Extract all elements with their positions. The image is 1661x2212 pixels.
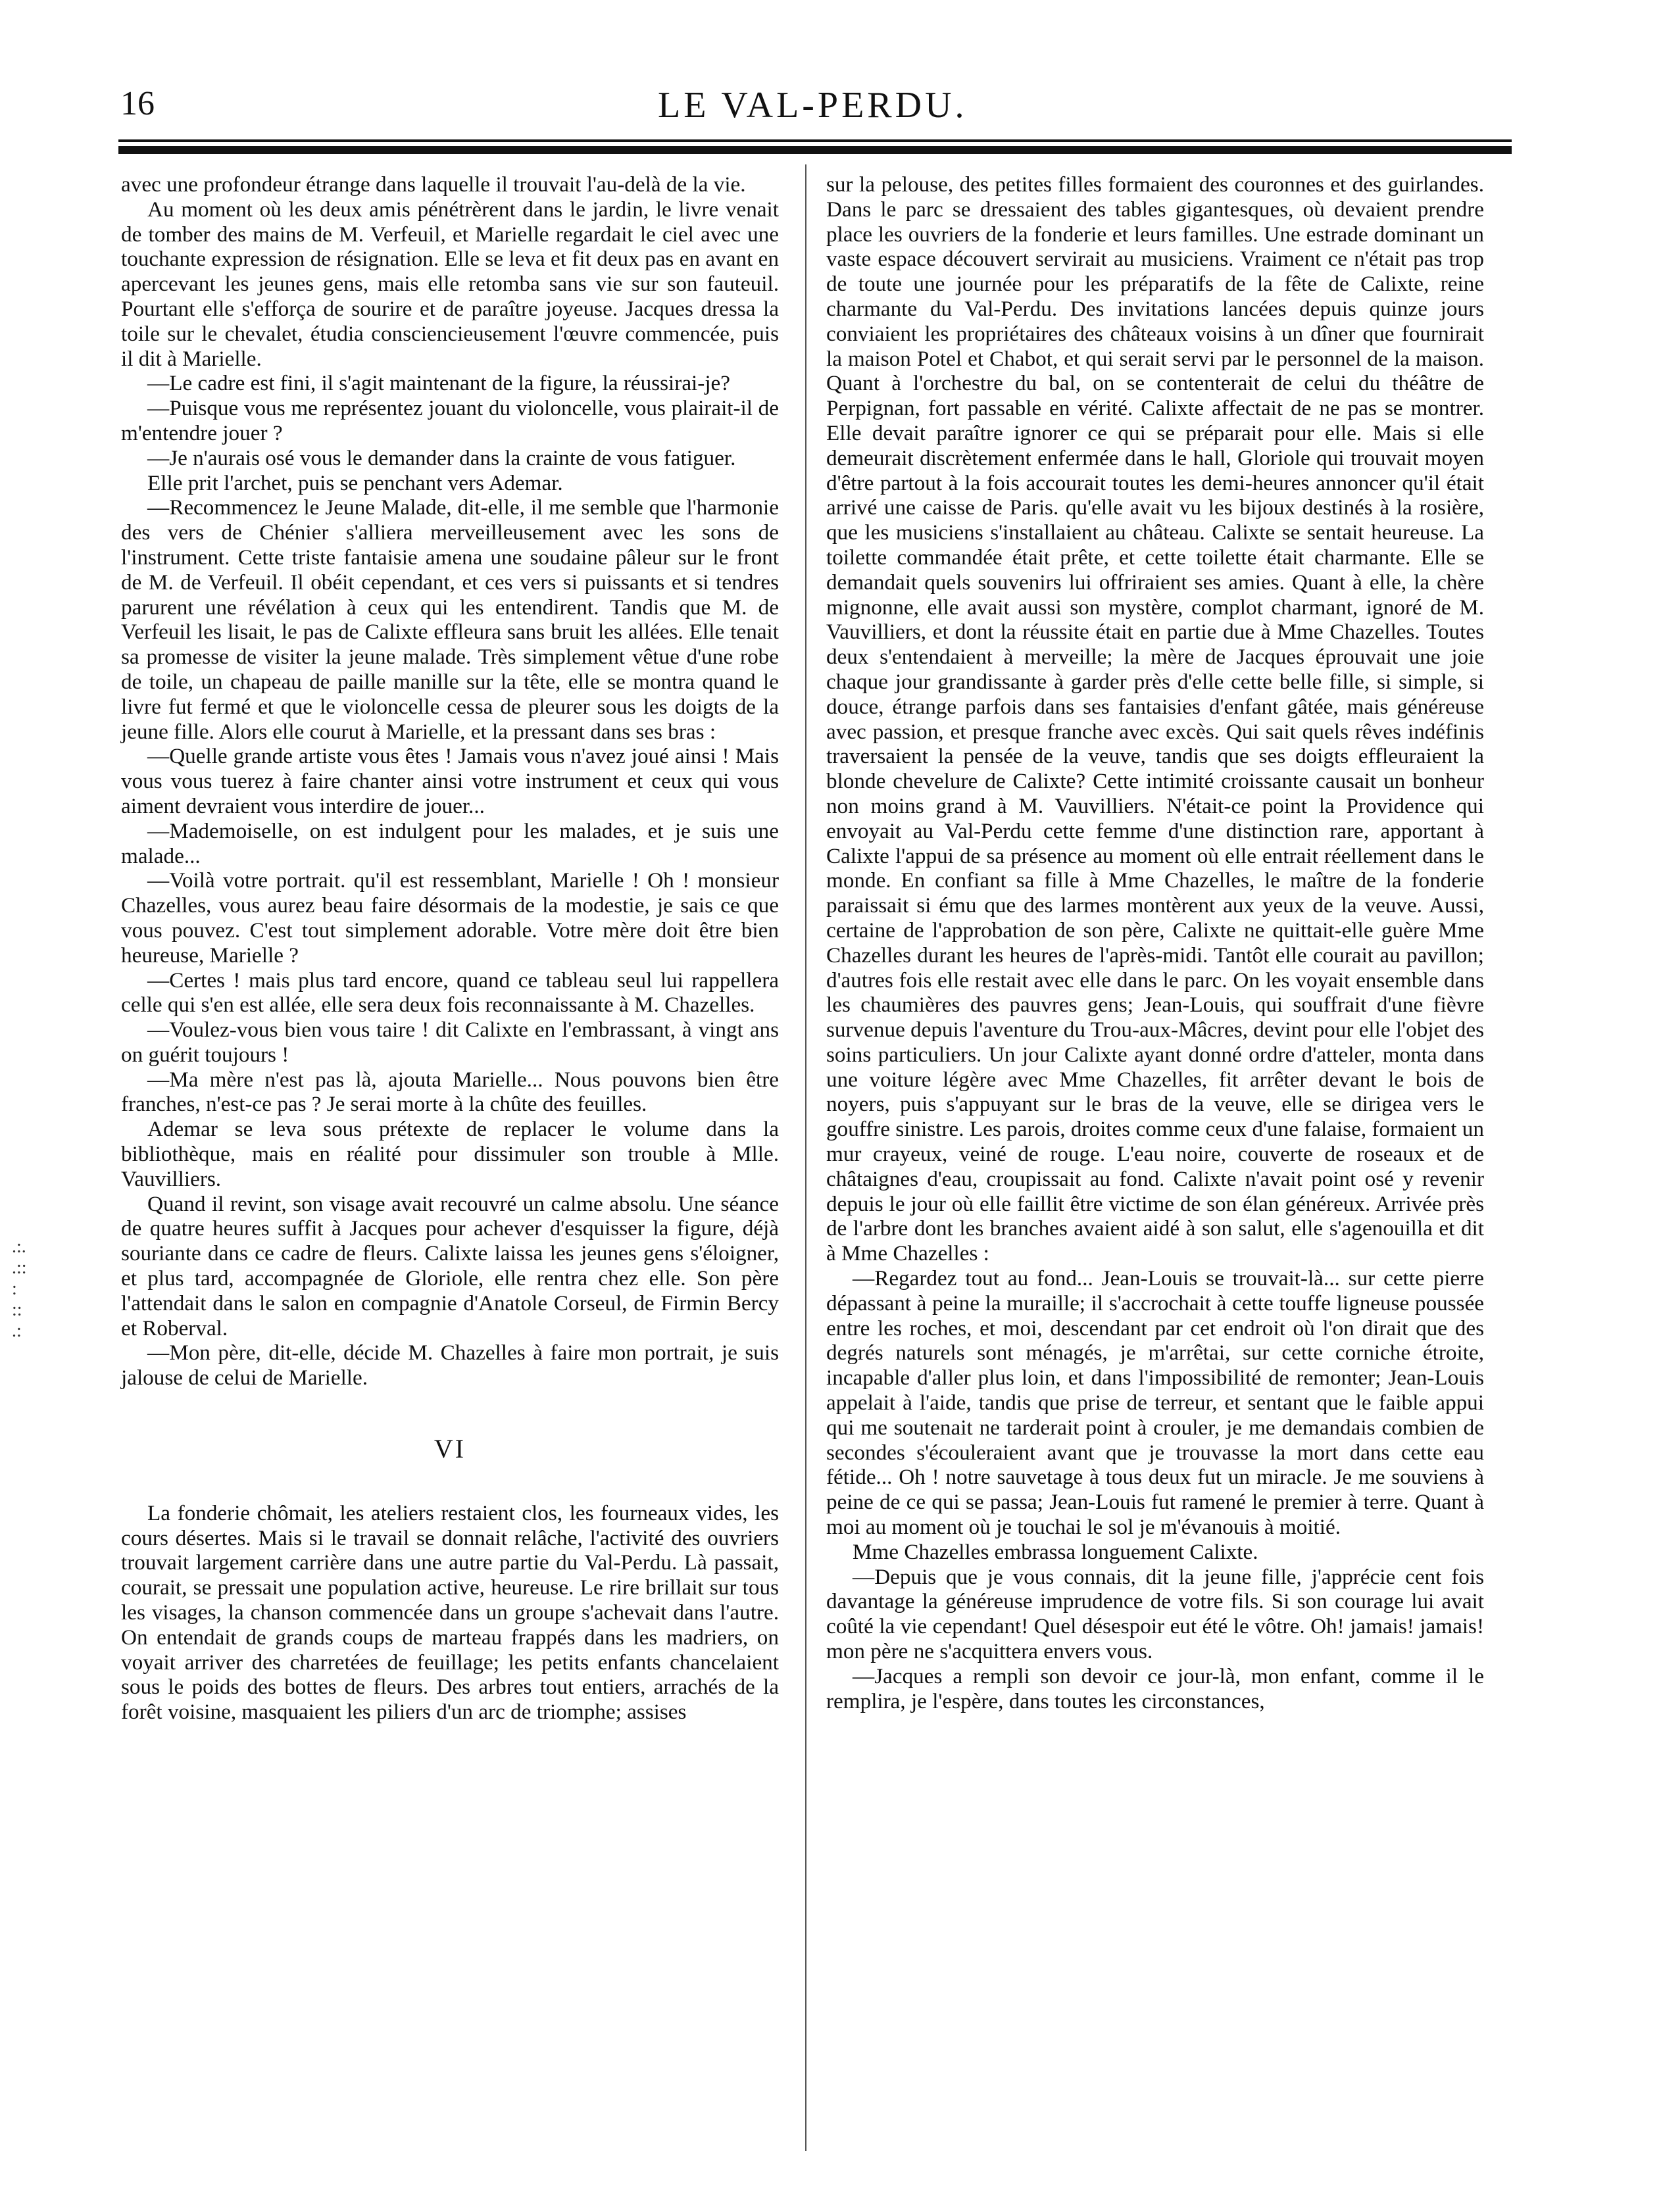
paragraph: sur la pelouse, des petites filles formaient des couronnes et des guirlandes. Dans le parc se dressaient des tables gigantesques, où devaient prendre place les ouvriers de la fonderie et leurs familles. Une estrade dominant un vaste espace découvert servirait au musiciens. Vraiment ce n'était pas trop de toute une journée pour les préparatifs de la fête de Calixte, reine charmante du Val-Perdu. Des invitations lancées depuis quinze jours conviaient les propriétaires des châteaux voisins à un dîner que fournirait la maison Potel et Chabot, et qui serait servi par le personnel de la maison. Quant à l'orchestre du bal, on se contenterait de celui du théâtre de Perpignan, fort passable en vérité. Calixte affectait de ne pas se montrer. Elle devait paraître ignorer ce qui se préparait pour elle. Mais si elle demeurait discrètement enfermée dans le hall, Gloriole qui trouvait moyen d'être partout à la fois accourait toutes les demi-heures annoncer qu'il était arrivé une caisse de Paris. qu'elle avait vu les bijoux destinés à la rosière, que les musiciens s'installaient au château. Calixte se sentait heureuse. La toilette commandée était prête, et cette toilette était charmante. Elle se demandait quels souvenirs lui offriraient ses amies. Quant à elle, la chère mignonne, elle avait aussi son mystère, complot charmant, ignoré de M. Vauvilliers, et dont la réussite était en partie due à Mme Chazelles. Toutes deux s'entendaient à merveille; la mère de Jacques éprouvait une joie chaque jour grandissante à garder près d'elle cette belle fille, si simple, si douce, étrange parfois dans ses fantaisies d'enfant gâtée, mais généreuse avec passion, et presque franche avec excès. Qui sait quels rêves indéfinis traversaient la pensée de la veuve, tandis que ses doigts effleuraient la blonde chevelure de Calixte? Cette intimité croissante causait un bonheur non moins grand à M. Vauvilliers. N'était-ce point la Providence qui envoyait au Val-Perdu cette femme d'une distinction rare, apportant à Calixte l'appui de sa présence au moment où elle entrait réellement dans le monde. En confiant sa fille à Mme Chazelles, le maître de la fonderie paraissait si ému que des larmes montèrent aux yeux de la veuve. Aussi, certaine de l'approbation de son père, Calixte ne quittait-elle guère Mme Chazelles durant les heures de l'après-midi. Tantôt elle courait au pavillon; d'autres fois elle restait avec elle dans le parc. On les voyait ensemble dans les chaumières des pauvres gens; Jean-Louis, qui souffrait d'une fièvre survenue depuis l'aventure du Trou-aux-Mâcres, devint pour elle l'objet des soins particuliers. Un jour Calixte ayant donné ordre d'atteler, monta dans une voiture légère avec Mme Chazelles, fit arrêter devant le bois de noyers, puis s'appuyant sur le bras de la veuve, elle se dirigea vers le gouffre sinistre. Les parois, droites comme ceux d'une falaise, formaient un mur crayeux, veiné de rouge. L'eau noire, couverte de roseaux et de châtaignes d'eau, croupissait au fond. Calixte n'avait point osé y revenir depuis le jour où elle faillit être victime de son élan généreux. Arrivée près de l'arbre dont les branches avaient aidé à son salut, elle s'agenouilla et dit à Mme Chazelles : [826, 172, 1484, 1266]
left-column [121, 172, 779, 1725]
column-divider [805, 164, 806, 2151]
left-column-text-after [121, 1501, 779, 1725]
paragraph: Ademar se leva sous prétexte de replacer le volume dans la bibliothèque, mais en réalité pour dissimuler son trouble à Mlle. Vauvilliers. [121, 1117, 779, 1191]
paragraph: Mme Chazelles embrassa longuement Calixte. [853, 1539, 1258, 1564]
paragraph: Elle prit l'archet, puis se penchant vers Ademar. [147, 470, 563, 495]
paragraph: —Mon père, dit-elle, décide M. Chazelles à faire mon portrait, je suis jalouse de celui de Marielle. [121, 1340, 779, 1390]
right-column-text [826, 172, 1484, 1713]
running-title: LE VAL-PERDU. [658, 85, 968, 126]
paragraph: avec une profondeur étrange dans laquelle il trouvait l'au-delà de la vie. [121, 172, 746, 197]
paragraph: —Regardez tout au fond... Jean-Louis se trouvait-là... sur cette pierre dépassant à peine la muraille; il s'accrochait à cette touffe ligneuse poussée entre les roches, et moi, descendant par cet endroit où l'on dirait que des degrés naturels sont ménagés, je m'arrêtai, sur cette corniche étroite, incapable d'aller plus loin, et dans l'impossibilité de remonter; Jean-Louis appelait à l'aide, tandis que prise de terreur, et sentant que le faible appui qui me soutenait ne tarderait point à crouler, je me demandais combien de secondes s'écouleraient avant que je trouvasse la mort dans cette eau fétide... Oh ! notre sauvetage à tous deux fut un miracle. Je me souviens à peine de ce qui se passa; Jean-Louis fut ramené le premier à terre. Quant à moi au moment où je touchai le sol je m'évanouis à moitié. [826, 1266, 1484, 1540]
paragraph: —Mademoiselle, on est indulgent pour les malades, et je suis une malade... [121, 818, 779, 868]
left-column-text-before [121, 172, 779, 1390]
header-rule-thin [118, 139, 1512, 142]
paragraph: —Voilà votre portrait. qu'il est ressemblant, Marielle ! Oh ! monsieur Chazelles, vous aurez beau faire désormais de la modestie, je sais ce que vous pouvez. C'est tout simplement adorable. Votre mère doit être bien heureuse, Marielle ? [121, 868, 779, 968]
paragraph: —Voulez-vous bien vous taire ! dit Calixte en l'embrassant, à vingt ans on guérit toujours ! [121, 1018, 779, 1067]
paragraph: —Depuis que je vous connais, dit la jeune fille, j'apprécie cent fois davantage la généreuse imprudence de votre fils. Si son courage lui avait coûté la vie cependant! Quel désespoir eut été le vôtre. Oh! jamais! jamais! mon père ne s'acquittera envers vous. [826, 1564, 1484, 1664]
paragraph: La fonderie chômait, les ateliers restaient clos, les fourneaux vides, les cours désertes. Mais si le travail se donnait relâche, l'activité des ouvriers trouvait largement carrière dans une autre partie du Val-Perdu. Là passait, courait, se pressait une population active, heureuse. Le rire brillait sur tous les visages, la chanson commencée dans un groupe s'achevait dans l'autre. On entendait de grands coups de marteau frappés dans les madriers, on voyait arriver des charretées de feuillage; les petits enfants chancelaient sous le poids des bottes de fleurs. Des arbres tout entiers, arrachés de la forêt voisine, masquaient les piliers d'un arc de triomphe; assises [121, 1500, 779, 1725]
paragraph: —Je n'aurais osé vous le demander dans la crainte de vous fatiguer. [147, 445, 736, 470]
header-rule-thick [118, 146, 1512, 154]
section-heading: VI [434, 1434, 466, 1464]
paragraph: —Ma mère n'est pas là, ajouta Marielle... Nous pouvons bien être franches, n'est-ce pas ? Je serai morte à la chûte des feuilles. [121, 1067, 779, 1117]
right-column [826, 172, 1484, 1713]
paragraph: —Certes ! mais plus tard encore, quand ce tableau seul lui rappellera celle qui s'en est allée, elle sera deux fois reconnaissante à M. Chazelles. [121, 968, 779, 1018]
paragraph: Quand il revint, son visage avait recouvré un calme absolu. Une séance de quatre heures suffit à Jacques pour achever d'esquisser la figure, déjà souriante dans ce cadre de fleurs. Calixte laissa les jeunes gens s'éloigner, et plus tard, accompagnée de Gloriole, elle rentra chez elle. Son père l'attendait dans le salon en compagnie d'Anatole Corseul, de Firmin Bercy et Roberval. [121, 1191, 779, 1340]
page-number: 16 [120, 85, 155, 122]
paragraph: —Le cadre est fini, il s'agit maintenant de la figure, la réussirai-je? [147, 371, 731, 396]
paragraph: —Jacques a rempli son devoir ce jour-là, mon enfant, comme il le remplira, je l'espère, dans toutes les circonstances, [826, 1663, 1484, 1713]
paragraph: Au moment où les deux amis pénétrèrent dans le jardin, le livre venait de tomber des mains de M. Verfeuil, et Marielle regardait le ciel avec une touchante expression de résignation. Elle se leva et fit deux pas en avant en apercevant les jeunes gens, mais elle retomba sans vie sur son fauteuil. Pourtant elle s'efforça de sourire et de paraître joyeuse. Jacques dressa la toile sur le chevalet, étudia consciencieusement l'œuvre commencée, puis il dit à Marielle. [121, 197, 779, 371]
paragraph: —Puisque vous me représentez jouant du violoncelle, vous plairait-il de m'entendre jouer ? [121, 396, 779, 445]
paragraph: —Quelle grande artiste vous êtes ! Jamais vous n'avez joué ainsi ! Mais vous vous tuerez à faire chanter ainsi votre instrument et ceux qui vous aiment devraient vous interdire de jouer... [121, 744, 779, 818]
paragraph: —Recommencez le Jeune Malade, dit-elle, il me semble que l'harmonie des vers de Chénier s'alliera merveilleusement avec les sons de l'instrument. Cette triste fantaisie amena une soudaine pâleur sur le front de M. de Verfeuil. Il obéit cependant, et ces vers si puissants et si tendres parurent une révélation à ceux qui les entendirent. Tandis que M. de Verfeuil les lisait, le pas de Calixte effleura sans bruit les allées. Elle tenait sa promesse de visiter la jeune malade. Très simplement vêtue d'une robe de toile, un chapeau de paille manille sur la tête, elle se montra quand le livre fut fermé et que le violoncelle cessa de pleurer sous les doigts de la jeune fille. Alors elle courut à Marielle, et la pressant dans ses bras : [121, 495, 779, 744]
margin-marks: .:. .:: : :: .: [12, 1237, 27, 1341]
